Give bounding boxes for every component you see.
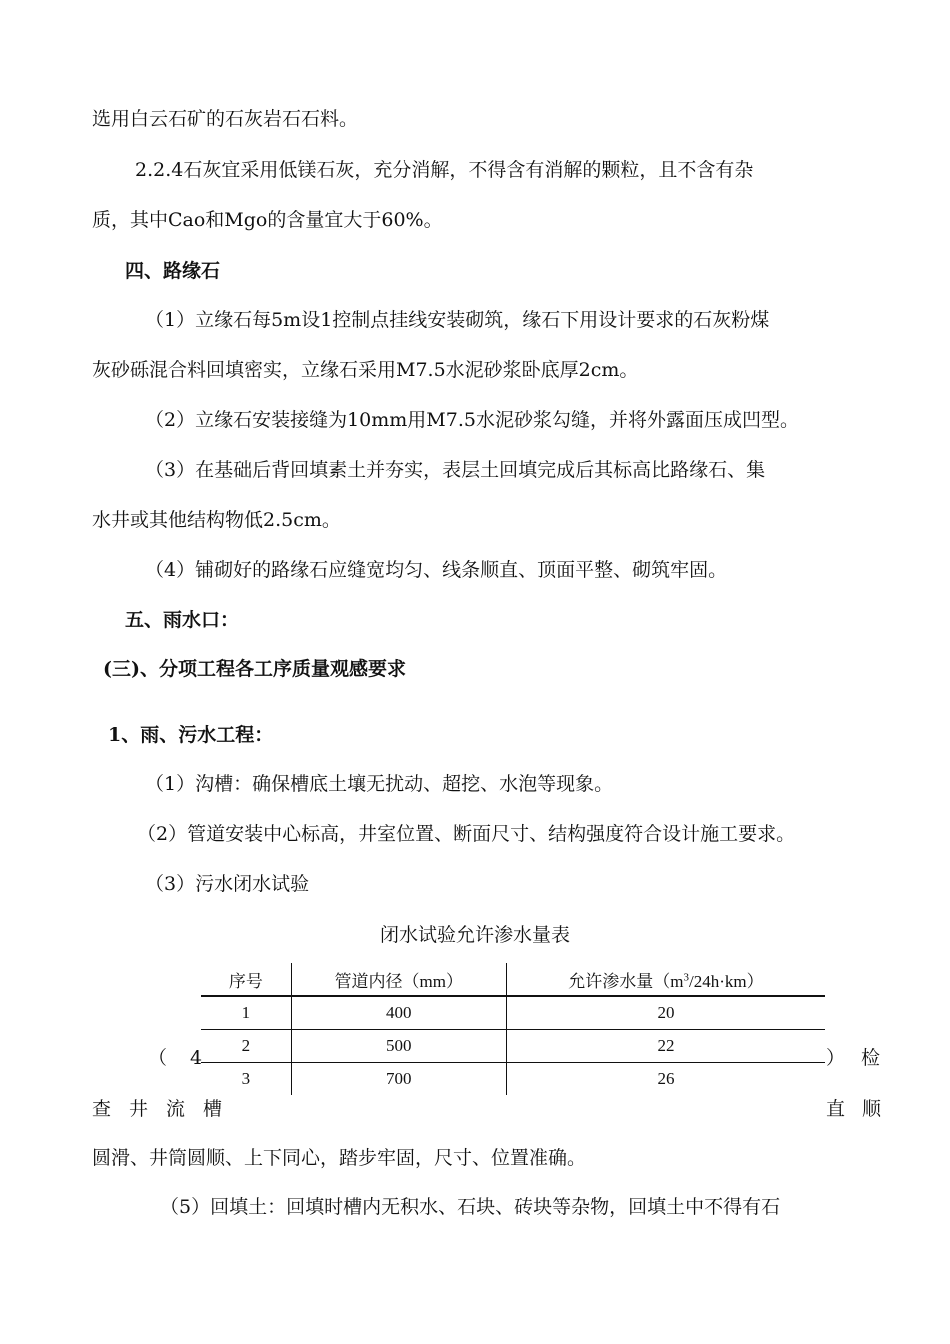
subsection-heading-sewer: 1、雨、污水工程：	[108, 724, 274, 746]
table-cell-no: 1	[201, 996, 291, 1030]
item4-char: 流	[165, 1098, 185, 1120]
item4-char: 顺	[861, 1098, 881, 1120]
table-caption: 闭水试验允许渗水量表	[379, 924, 570, 946]
table-row	[201, 1030, 825, 1063]
item4-char: 井	[128, 1098, 148, 1120]
item4-char: 直	[826, 1098, 846, 1120]
table-cell-diameter: 400	[291, 996, 506, 1030]
paragraph-curb-1-line1: （1）立缘石每5m设1控制点挂线安装砌筑，缘石下用设计要求的石灰粉煤	[145, 309, 770, 331]
seepage-table	[201, 963, 825, 1095]
paragraph-backfill: （5）回填土：回填时槽内无积水、石块、砖块等杂物，回填土中不得有石	[160, 1196, 781, 1218]
item4-open-paren: （	[148, 1047, 168, 1069]
paragraph-lime-line2: 质，其中Cao和Mgo的含量宜大于60%。	[92, 209, 443, 231]
table-cell-diameter: 500	[291, 1030, 506, 1063]
table-cell-no: 3	[201, 1063, 291, 1096]
table-header-no: 序号	[201, 963, 291, 996]
section-heading-curbstone: 四、路缘石	[125, 260, 221, 282]
item4-char: 槽	[202, 1098, 222, 1120]
paragraph-curb-1-line2: 灰砂砾混合料回填密实，立缘石采用M7.5水泥砂浆卧底厚2cm。	[92, 359, 639, 381]
table-cell-allowed: 22	[506, 1030, 825, 1063]
section-heading-quality: (三)、分项工程各工序质量观感要求	[103, 658, 406, 680]
paragraph-closed-water-test: （3）污水闭水试验	[145, 873, 310, 895]
item4-close-paren: ）	[826, 1047, 846, 1069]
table-header-row	[201, 963, 825, 996]
paragraph-limestone: 选用白云石矿的石灰岩石石料。	[92, 108, 359, 130]
item4-tail-char: 检	[861, 1047, 881, 1069]
item4-char: 查	[92, 1098, 112, 1120]
paragraph-pipe-install: （2）管道安装中心标高，井室位置、断面尺寸、结构强度符合设计施工要求。	[137, 823, 796, 845]
paragraph-inspection-well: 圆滑、井筒圆顺、上下同心，踏步牢固，尺寸、位置准确。	[92, 1147, 587, 1169]
table-cell-allowed: 26	[657, 1069, 675, 1088]
item4-number: 4	[190, 1047, 203, 1069]
table-header-diameter: 管道内径（mm）	[291, 963, 506, 996]
paragraph-trench: （1）沟槽：确保槽底土壤无扰动、超挖、水泡等现象。	[145, 773, 614, 795]
paragraph-lime-line1: 2.2.4石灰宜采用低镁石灰，充分消解，不得含有消解的颗粒，且不含有杂	[135, 159, 754, 181]
item4-line2-right	[826, 1094, 881, 1124]
table-header-allowed-pre: 允许渗水量（m	[568, 971, 684, 991]
paragraph-curb-4: （4）铺砌好的路缘石应缝宽均匀、线条顺直、顶面平整、砌筑牢固。	[145, 559, 728, 581]
table-header-allowed	[506, 963, 825, 996]
table-header-allowed-post: /24h·km）	[689, 971, 764, 991]
table-header-allowed-sup: 3	[683, 970, 690, 983]
paragraph-curb-3-line2: 水井或其他结构物低2.5cm。	[92, 509, 341, 531]
item4-line2-left	[92, 1094, 222, 1124]
table-row	[201, 996, 825, 1030]
table-cell-diameter: 700	[291, 1063, 506, 1096]
paragraph-curb-3-line1: （3）在基础后背回填素土并夯实，表层土回填完成后其标高比路缘石、集	[145, 459, 766, 481]
section-heading-rain-inlet: 五、雨水口：	[125, 609, 240, 631]
table-cell-allowed: 20	[506, 996, 825, 1030]
table-row	[201, 1063, 825, 1096]
table-cell-no: 2	[201, 1030, 291, 1063]
paragraph-curb-2: （2）立缘石安装接缝为10mm用M7.5水泥砂浆勾缝，并将外露面压成凹型。	[145, 409, 799, 431]
